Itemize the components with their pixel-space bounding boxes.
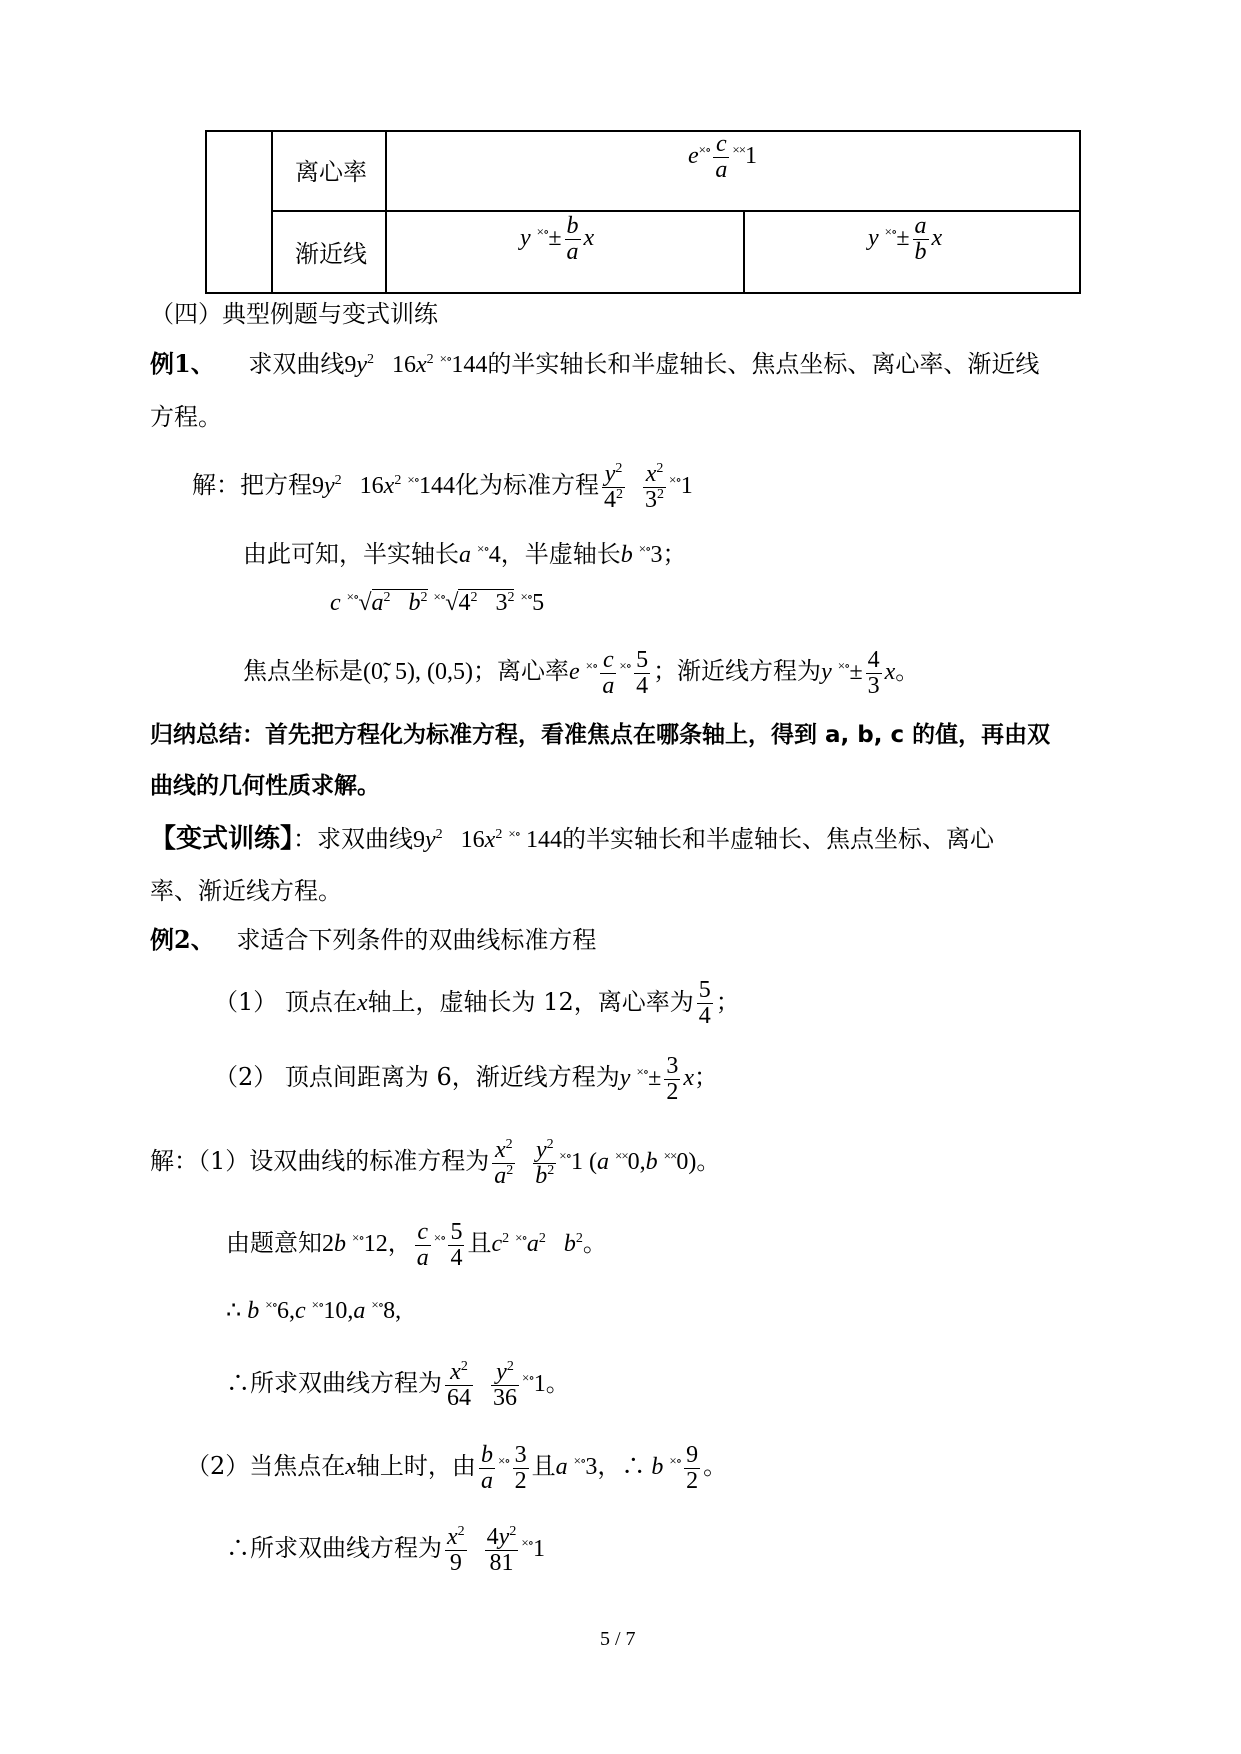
asymptote-formula-y-axis: y ×∘± $\frac{a}{b}$ x: [868, 213, 943, 266]
example2-condition2: （2） 顶点间距离为 6，渐近线方程为y ×∘± $\frac{3}{2}$ x；: [214, 1053, 718, 1106]
example1-label: 例1、: [150, 349, 215, 378]
solution2-line4: ∴所求双曲线方程为 $\frac{x^2}{64}$ $\frac{y^2}{36}$ ×∘1。: [226, 1359, 570, 1412]
example1-line1: 例1、 求双曲线$9y^2$ $16x^2$ ×∘144的半实轴长和半虚轴长、焦点坐标、离心率、渐近线: [150, 349, 1040, 378]
section-title: （四）典型例题与变式训练: [150, 300, 438, 328]
example1-line2: 方程。: [150, 403, 222, 431]
solution1-line2: 由此可知，半实轴长a ×∘4，半虚轴长b ×∘3；: [243, 540, 687, 568]
properties-table: [205, 130, 1081, 294]
variant-line1: 【变式训练】：求双曲线$9y^2$ $16x^2$ ×∘ 144的半实轴长和半虚轴长、焦点坐标、离心: [150, 824, 995, 854]
solution1-line3-c-value: c $^{\times\circ}√a^2$ $b^2$ $^{\times\circ}√4^2$ $3^2$ ×∘5: [330, 589, 545, 616]
example2-label: 例2、: [150, 925, 215, 954]
solution2-line6: ∴所求双曲线方程为 $\frac{x^2}{9}$ $\frac{4y^2}{81}$ ×∘1: [226, 1524, 546, 1577]
table-label-eccentricity: 离心率: [295, 158, 367, 186]
example2-condition1: （1） 顶点在x轴上，虚轴长为 12，离心率为 $\frac{5}{4}$ ；: [214, 977, 740, 1030]
solution2-line1: 解：（1）设双曲线的标准方程为 $\frac{x^2}{a^2}$ $\frac{y^2}{b^2}$ ×∘1 (a ××0,b ××0)。: [150, 1137, 721, 1190]
solution2-line2: 由题意知2b ×∘12， $\frac{c}{a}$ ×∘ $\frac{5}{4}$ 且$c^2$ $^{\times\circ}a^2$ $b^2$。: [226, 1219, 607, 1272]
solution1-line4: 焦点坐标是(0̃, 5), (0,5)；离心率e ×∘ $\frac{c}{a}$ ×∘ $\frac{5}{4}$ ；渐近线方程为y ×∘± $\frac{4}{3}$ x。: [243, 647, 920, 700]
summary-line1: 归纳总结：首先把方程化为标准方程，看准焦点在哪条轴上，得到 a, b, c 的值，再由双: [150, 722, 1051, 748]
variant-line2: 率、渐近线方程。: [150, 877, 342, 905]
summary-line2: 曲线的几何性质求解。: [150, 773, 380, 799]
page-number: 5 / 7: [600, 1628, 636, 1650]
solution1-line1: 解：把方程$9y^2$ $16x^2$ ×∘144化为标准方程 $\frac{y^2}{4^2}$ $\frac{x^2}{3^2}$ ×∘1: [192, 461, 693, 514]
eccentricity-formula: e×∘ $\frac{c}{a}$ ××1: [688, 131, 758, 184]
asymptote-formula-x-axis: y ×∘± $\frac{b}{a}$ x: [520, 213, 595, 266]
example1-text: 求双曲线: [248, 350, 345, 378]
solution2-line5: （2）当焦点在x轴上时，由 $\frac{b}{a}$ ×∘ $\frac{3}{2}$ 且a ×∘3，∴ b ×∘ $\frac{9}{2}$ 。: [186, 1442, 728, 1495]
variant-label: 【变式训练】: [150, 824, 294, 854]
example2-line1: 例2、 求适合下列条件的双曲线标准方程: [150, 925, 597, 954]
solution2-line3: ∴ b ×∘6,c ×∘10,a ×∘8,: [226, 1296, 402, 1324]
table-label-asymptote: 渐近线: [295, 240, 367, 268]
